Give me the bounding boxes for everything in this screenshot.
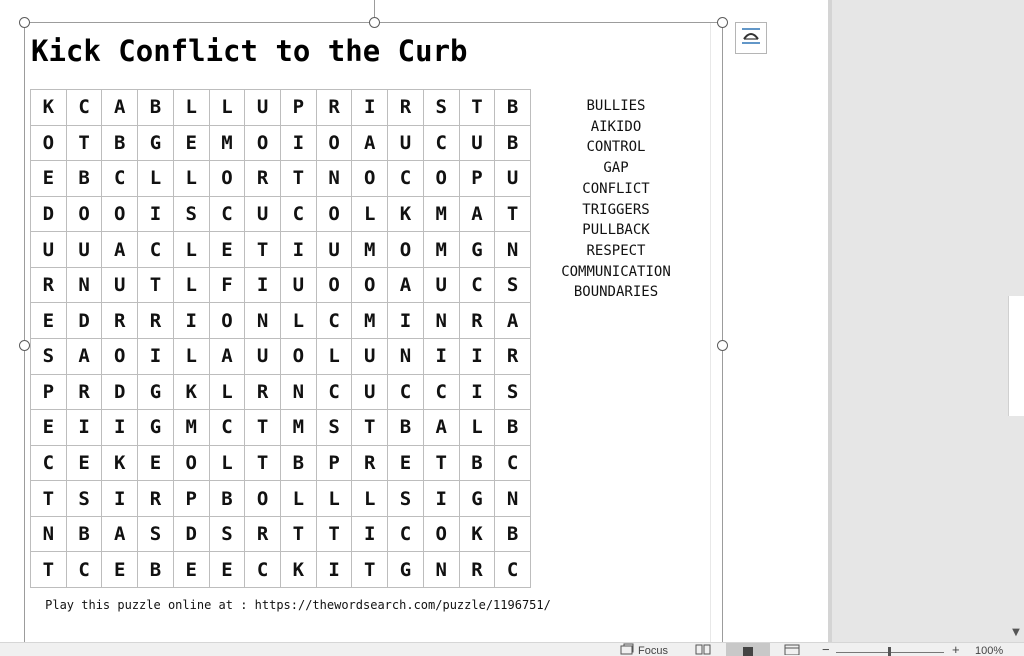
grid-cell: U (245, 339, 281, 375)
scroll-down-button[interactable] (1008, 624, 1024, 640)
grid-cell: C (67, 90, 103, 126)
vertical-scrollbar-thumb[interactable] (1008, 296, 1024, 416)
grid-cell: G (138, 126, 174, 162)
grid-cell: K (388, 197, 424, 233)
grid-cell: O (352, 268, 388, 304)
grid-cell: L (210, 375, 246, 411)
word-list-item: GAP (603, 160, 629, 177)
grid-cell: N (245, 303, 281, 339)
letter-grid (30, 89, 531, 588)
grid-cell: U (388, 126, 424, 162)
grid-cell: I (174, 303, 210, 339)
grid-cell: U (460, 126, 496, 162)
resize-handle-top-left[interactable] (19, 17, 30, 28)
grid-cell: T (281, 161, 317, 197)
grid-cell: E (67, 446, 103, 482)
resize-handle-top-right[interactable] (717, 17, 728, 28)
grid-cell: L (174, 90, 210, 126)
grid-cell: R (245, 517, 281, 553)
grid-cell: G (460, 481, 496, 517)
word-list-item: RESPECT (586, 242, 646, 259)
grid-cell: U (281, 268, 317, 304)
grid-cell: K (174, 375, 210, 411)
grid-cell: S (210, 517, 246, 553)
grid-cell: P (460, 161, 496, 197)
layout-options-icon (740, 27, 762, 49)
grid-cell: L (174, 339, 210, 375)
grid-cell: S (174, 197, 210, 233)
grid-cell: M (352, 232, 388, 268)
grid-cell: M (424, 232, 460, 268)
grid-cell: D (102, 375, 138, 411)
grid-cell: I (460, 339, 496, 375)
grid-cell: P (174, 481, 210, 517)
grid-cell: R (138, 303, 174, 339)
grid-cell: B (460, 446, 496, 482)
grid-cell: A (460, 197, 496, 233)
grid-cell: C (67, 552, 103, 588)
grid-cell: L (174, 268, 210, 304)
grid-cell: S (317, 410, 353, 446)
grid-cell: K (281, 552, 317, 588)
grid-cell: T (495, 197, 531, 233)
grid-cell: N (424, 303, 460, 339)
grid-cell: A (102, 232, 138, 268)
grid-cell: G (460, 232, 496, 268)
grid-cell: O (388, 232, 424, 268)
focus-icon (620, 643, 634, 656)
grid-cell: O (102, 197, 138, 233)
grid-cell: R (31, 268, 67, 304)
grid-cell: E (31, 161, 67, 197)
grid-cell: B (281, 446, 317, 482)
grid-cell: O (245, 481, 281, 517)
grid-cell: I (138, 197, 174, 233)
grid-cell: C (424, 375, 460, 411)
word-list-item: AIKIDO (590, 118, 642, 135)
grid-cell: U (424, 268, 460, 304)
grid-cell: O (31, 126, 67, 162)
grid-cell: I (102, 481, 138, 517)
grid-cell: S (67, 481, 103, 517)
grid-cell: U (352, 339, 388, 375)
grid-cell: U (67, 232, 103, 268)
grid-cell: O (352, 161, 388, 197)
puzzle-footer-note: Play this puzzle online at : https://thewordsearch.com/puzzle/1196751/ (45, 598, 551, 612)
read-mode-icon[interactable] (695, 643, 711, 656)
grid-cell: S (388, 481, 424, 517)
grid-cell: L (281, 481, 317, 517)
grid-cell: O (317, 197, 353, 233)
grid-cell: E (102, 552, 138, 588)
grid-cell: A (495, 303, 531, 339)
grid-cell: C (138, 232, 174, 268)
grid-cell: N (495, 481, 531, 517)
grid-cell: S (31, 339, 67, 375)
grid-cell: R (67, 375, 103, 411)
zoom-out-button[interactable]: − (822, 642, 830, 656)
grid-cell: L (281, 303, 317, 339)
grid-cell: D (67, 303, 103, 339)
grid-cell: B (67, 517, 103, 553)
grid-cell: E (138, 446, 174, 482)
grid-cell: I (67, 410, 103, 446)
grid-cell: E (31, 303, 67, 339)
grid-cell: T (245, 446, 281, 482)
puzzle-title: Kick Conflict to the Curb (31, 34, 468, 68)
grid-cell: T (317, 517, 353, 553)
grid-cell: K (460, 517, 496, 553)
grid-cell: C (31, 446, 67, 482)
grid-cell: B (495, 90, 531, 126)
grid-cell: F (210, 268, 246, 304)
grid-cell: I (281, 232, 317, 268)
grid-cell: C (245, 552, 281, 588)
grid-cell: R (245, 161, 281, 197)
web-layout-icon[interactable] (784, 643, 800, 656)
grid-cell: I (317, 552, 353, 588)
grid-cell: G (138, 375, 174, 411)
print-layout-icon (742, 644, 754, 656)
grid-cell: D (31, 197, 67, 233)
grid-cell: E (31, 410, 67, 446)
grid-cell: I (352, 90, 388, 126)
grid-cell: L (174, 232, 210, 268)
grid-cell: I (424, 481, 460, 517)
grid-cell: R (245, 375, 281, 411)
grid-cell: D (174, 517, 210, 553)
grid-cell: C (388, 517, 424, 553)
grid-cell: E (174, 126, 210, 162)
grid-cell: I (388, 303, 424, 339)
grid-cell: C (317, 303, 353, 339)
grid-cell: T (352, 410, 388, 446)
grid-cell: C (460, 268, 496, 304)
grid-cell: U (495, 161, 531, 197)
grid-cell: C (388, 375, 424, 411)
grid-cell: N (495, 232, 531, 268)
grid-cell: O (245, 126, 281, 162)
grid-cell: M (352, 303, 388, 339)
grid-cell: N (388, 339, 424, 375)
grid-cell: C (388, 161, 424, 197)
grid-cell: C (495, 446, 531, 482)
grid-cell: L (460, 410, 496, 446)
grid-cell: O (102, 339, 138, 375)
grid-cell: E (210, 232, 246, 268)
grid-cell: O (210, 303, 246, 339)
grid-cell: S (495, 375, 531, 411)
grid-cell: T (460, 90, 496, 126)
zoom-slider-thumb[interactable] (888, 647, 891, 656)
grid-cell: S (495, 268, 531, 304)
resize-handle-middle-left[interactable] (19, 340, 30, 351)
grid-cell: U (317, 232, 353, 268)
layout-options-button[interactable] (735, 22, 767, 54)
grid-cell: L (210, 90, 246, 126)
word-list-item: BULLIES (586, 98, 646, 114)
grid-cell: N (281, 375, 317, 411)
grid-cell: L (352, 197, 388, 233)
grid-cell: B (102, 126, 138, 162)
grid-cell: T (281, 517, 317, 553)
print-layout-button[interactable] (726, 643, 770, 656)
grid-cell: I (245, 268, 281, 304)
grid-cell: O (281, 339, 317, 375)
grid-cell: E (174, 552, 210, 588)
grid-cell: R (102, 303, 138, 339)
grid-cell: I (460, 375, 496, 411)
grid-cell: O (424, 517, 460, 553)
grid-cell: A (67, 339, 103, 375)
grid-cell: C (210, 197, 246, 233)
grid-cell: O (317, 268, 353, 304)
status-bar (0, 642, 1024, 656)
grid-cell: R (388, 90, 424, 126)
grid-cell: R (460, 303, 496, 339)
grid-cell: U (245, 197, 281, 233)
grid-cell: L (174, 161, 210, 197)
grid-cell: T (31, 481, 67, 517)
grid-cell: I (102, 410, 138, 446)
grid-cell: B (138, 90, 174, 126)
grid-cell: T (31, 552, 67, 588)
grid-cell: B (210, 481, 246, 517)
grid-cell: G (138, 410, 174, 446)
grid-cell: K (31, 90, 67, 126)
grid-cell: U (245, 90, 281, 126)
word-list-item: CONFLICT (582, 180, 650, 197)
word-list-item: BOUNDARIES (573, 284, 659, 301)
grid-cell: O (174, 446, 210, 482)
word-list-item: COMMUNICATION (561, 263, 671, 280)
grid-cell: L (352, 481, 388, 517)
grid-cell: B (138, 552, 174, 588)
grid-cell: N (67, 268, 103, 304)
grid-cell: C (424, 126, 460, 162)
grid-cell: O (424, 161, 460, 197)
grid-cell: C (495, 552, 531, 588)
rotate-handle[interactable] (369, 17, 380, 28)
grid-cell: E (388, 446, 424, 482)
word-list (556, 96, 676, 303)
grid-cell: M (210, 126, 246, 162)
grid-cell: B (495, 126, 531, 162)
grid-cell: I (424, 339, 460, 375)
chevron-down-icon: ▼ (1012, 626, 1020, 638)
grid-cell: R (352, 446, 388, 482)
grid-cell: R (317, 90, 353, 126)
grid-cell: P (31, 375, 67, 411)
grid-cell: M (424, 197, 460, 233)
grid-cell: N (31, 517, 67, 553)
grid-cell: P (317, 446, 353, 482)
grid-cell: T (424, 446, 460, 482)
grid-cell: I (352, 517, 388, 553)
grid-cell: U (352, 375, 388, 411)
grid-cell: S (424, 90, 460, 126)
grid-cell: U (31, 232, 67, 268)
grid-cell: B (388, 410, 424, 446)
grid-cell: A (210, 339, 246, 375)
grid-cell: B (67, 161, 103, 197)
grid-cell: O (317, 126, 353, 162)
grid-cell: A (102, 517, 138, 553)
grid-cell: C (210, 410, 246, 446)
grid-cell: R (460, 552, 496, 588)
zoom-in-button[interactable]: + (952, 642, 960, 656)
grid-cell: L (317, 339, 353, 375)
grid-cell: E (210, 552, 246, 588)
grid-cell: T (67, 126, 103, 162)
grid-cell: R (138, 481, 174, 517)
grid-cell: S (138, 517, 174, 553)
grid-cell: T (245, 410, 281, 446)
grid-cell: T (245, 232, 281, 268)
grid-cell: I (138, 339, 174, 375)
grid-cell: L (210, 446, 246, 482)
grid-cell: B (495, 410, 531, 446)
grid-cell: R (495, 339, 531, 375)
grid-cell: I (281, 126, 317, 162)
grid-cell: A (424, 410, 460, 446)
grid-cell: B (495, 517, 531, 553)
word-list-item: TRIGGERS (582, 201, 650, 218)
word-list-item: CONTROL (586, 139, 646, 156)
page-edge (828, 0, 832, 642)
grid-cell: M (174, 410, 210, 446)
grid-cell: O (67, 197, 103, 233)
focus-button[interactable]: Focus (638, 645, 668, 656)
grid-cell: A (102, 90, 138, 126)
grid-cell: G (388, 552, 424, 588)
grid-cell: L (317, 481, 353, 517)
grid-cell: K (102, 446, 138, 482)
grid-cell: C (102, 161, 138, 197)
grid-cell: N (317, 161, 353, 197)
grid-cell: M (281, 410, 317, 446)
grid-cell: P (281, 90, 317, 126)
grid-cell: N (424, 552, 460, 588)
grid-cell: T (138, 268, 174, 304)
grid-cell: C (281, 197, 317, 233)
word-list-item: PULLBACK (582, 222, 650, 239)
resize-handle-middle-right[interactable] (717, 340, 728, 351)
grid-cell: O (210, 161, 246, 197)
grid-cell: U (102, 268, 138, 304)
grid-cell: A (352, 126, 388, 162)
grid-cell: L (138, 161, 174, 197)
zoom-level[interactable]: 100% (975, 645, 1004, 656)
grid-cell: T (352, 552, 388, 588)
grid-cell: A (388, 268, 424, 304)
grid-cell: C (317, 375, 353, 411)
